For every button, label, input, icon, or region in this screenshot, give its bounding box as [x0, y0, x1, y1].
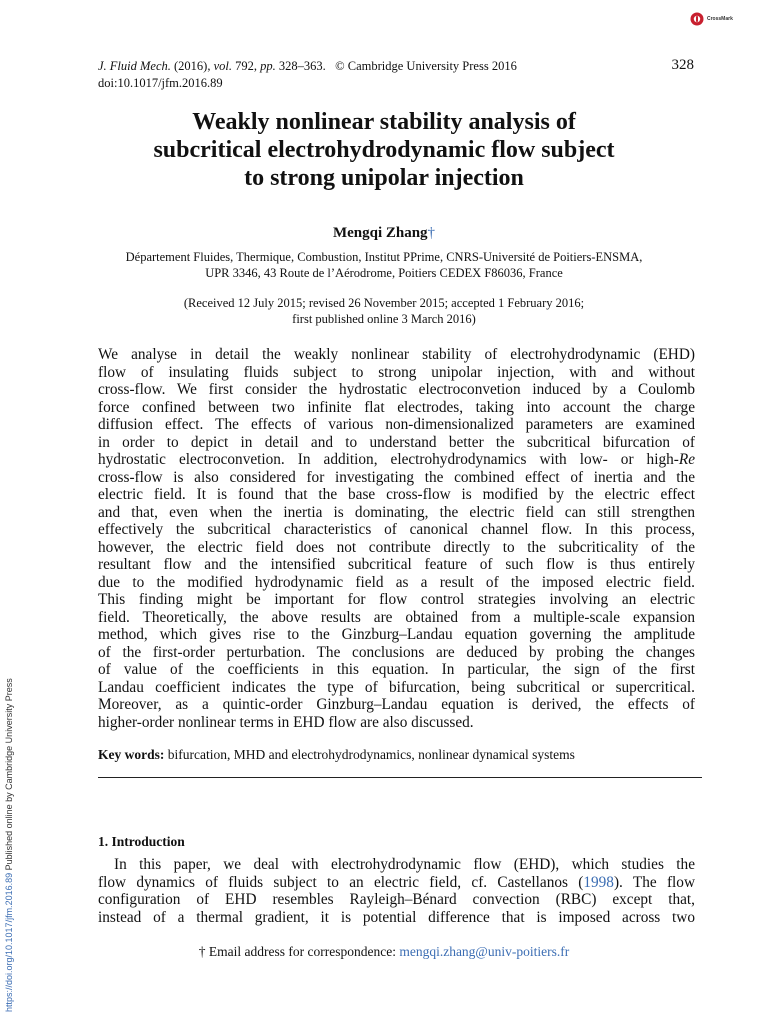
title-line: to strong unipolar injection [244, 165, 524, 191]
journal-pages: 328–363. [278, 59, 326, 73]
author-name: Mengqi Zhang [332, 225, 428, 241]
citation-link[interactable]: 1998 [583, 873, 614, 891]
abstract-line: method, which gives rise to the Ginzburg–Landau equation governing the amplitude [98, 626, 695, 643]
abstract-line: effectively the subcritical characteristics of canonical channel flow. In this process, [98, 521, 695, 538]
abstract-line: of the first-order perturbation. The conclusions are deduced by probing the changes [98, 643, 695, 661]
received-dates [60, 295, 708, 327]
abstract-line: Moreover, as a quintic-order Ginzburg–Landau equation is derived, the effects of [98, 696, 695, 713]
abstract-line: however, the electric field does not contribute directly to the subcriticality of the [98, 538, 695, 556]
intro-line: instead of a thermal gradient, it is potential difference that is imposed across two [98, 908, 695, 926]
intro-line-text: flow dynamics of fluids subject to an electric field, cf. Castellanos ( [98, 873, 584, 891]
copyright: © Cambridge University Press 2016 [335, 59, 517, 73]
keywords [98, 747, 575, 763]
intro-line: In this paper, we deal with electrohydrodynamic flow (EHD), which studies the [114, 856, 695, 873]
intro-line: configuration of EHD resembles Rayleigh–Bénard convection (RBC) except that, [98, 891, 695, 908]
section-heading: 1. Introduction [98, 834, 185, 849]
side-publisher-text: Published online by Cambridge University Press [4, 678, 14, 873]
intro-line [98, 874, 695, 892]
doi: doi:10.1017/jfm.2016.89 [98, 76, 223, 90]
abstract-line: in order to depict in detail and to understand better the subcritical bifurcation of [98, 433, 695, 451]
abstract-line: diffusion effect. The effects of various non-dimensionalized parameters are examined [98, 416, 695, 433]
affiliation [60, 249, 708, 281]
vol-label: vol. [213, 59, 232, 73]
journal-name: J. Fluid Mech. [98, 59, 171, 73]
title-line: Weakly nonlinear stability analysis of [192, 109, 576, 135]
intro-line-text: ). The flow [613, 873, 695, 891]
side-publication-note [4, 678, 14, 1012]
abstract-line-text: hydrostatic electroconvetion. In addition, electrohydrodynamics with low- or high- [98, 451, 679, 468]
crossmark-icon [690, 12, 704, 26]
abstract-line: and that, even when the inertia is dominating, the electric field can still strengthen [98, 503, 695, 521]
reynolds-symbol: Re [678, 451, 695, 468]
keywords-label: Key words: [98, 747, 165, 762]
abstract-line: electric field. It is found that the base cross-flow is modified by the electric effect [98, 486, 695, 503]
page-number: 328 [671, 57, 694, 73]
divider [98, 777, 702, 778]
crossmark-label: CrossMark [707, 16, 733, 22]
abstract-line [98, 451, 695, 469]
crossmark-badge[interactable] [690, 12, 733, 26]
abstract-line: field. Theoretically, the above results are obtained from a multiple-scale expansion [98, 608, 695, 626]
received-line: (Received 12 July 2015; revised 26 November 2015; accepted 1 February 2016; [183, 296, 585, 310]
abstract-line: Landau coefficient indicates the type of bifurcation, being subcritical or supercritical. [98, 678, 695, 696]
abstract-line: cross-flow is also considered for investigating the combined effect of inertia and the [98, 468, 695, 486]
abstract-line: flow of insulating fluids subject to strong unipolar injection, with and without [98, 363, 695, 381]
title-line: subcritical electrohydrodynamic flow subject [153, 137, 615, 163]
abstract-line: of value of the coefficients in this equation. In particular, the sign of the first [98, 661, 695, 678]
abstract-line: We analyse in detail the weakly nonlinear stability of electrohydrodynamic (EHD) [98, 346, 695, 363]
doi-link[interactable]: https://doi.org/10.1017/jfm.2016.89 [4, 872, 14, 1012]
received-line: first published online 3 March 2016) [292, 312, 476, 326]
journal-citation [98, 59, 517, 74]
paper-title [60, 108, 708, 192]
author-footnote-mark[interactable]: † [427, 225, 436, 241]
footnote [0, 944, 768, 960]
email-link[interactable]: mengqi.zhang@univ-poitiers.fr [399, 944, 570, 959]
abstract-line: force confined between two infinite flat electrodes, taking into account the charge [98, 398, 695, 416]
footnote-prefix: † Email address for correspondence: [198, 944, 400, 959]
author [0, 225, 768, 242]
abstract-line: cross-flow. We first consider the hydrostatic electroconvetion induced by a Coulomb [98, 381, 695, 398]
abstract-line: resultant flow and the intensified subcritical feature of such flow is thus entirely [98, 556, 695, 573]
keywords-text: bifurcation, MHD and electrohydrodynamics, nonlinear dynamical systems [167, 747, 575, 762]
journal-year: (2016), [174, 59, 211, 73]
abstract-line: higher-order nonlinear terms in EHD flow are also discussed. [98, 713, 474, 731]
affiliation-line: Département Fluides, Thermique, Combustion, Institut PPrime, CNRS-Université de Poitiers-ENSMA, [125, 250, 643, 264]
introduction-text [98, 856, 695, 926]
abstract-line: due to the modified hydrodynamic field as a result of the imposed electric field. [98, 573, 695, 591]
abstract-line: This finding might be important for flow control strategies involving an electric [98, 591, 695, 608]
journal-volume: 792, [235, 59, 257, 73]
abstract [98, 346, 695, 731]
affiliation-line: UPR 3346, 43 Route de l’Aérodrome, Poitiers CEDEX F86036, France [205, 266, 563, 280]
pp-label: pp. [260, 59, 276, 73]
